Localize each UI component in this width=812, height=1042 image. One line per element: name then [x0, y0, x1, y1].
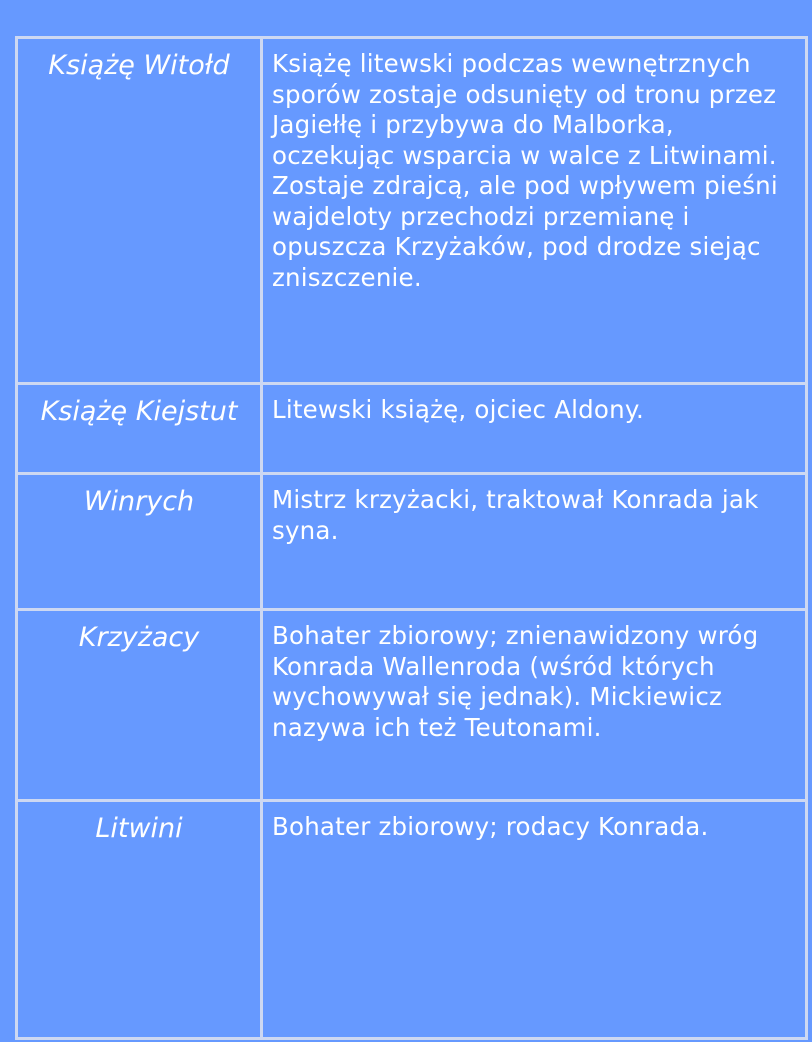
character-name: Książę Kiejstut	[17, 384, 262, 474]
character-description: Bohater zbiorowy; znienawidzony wróg Konrada Wallenroda (wśród których wychowywał się jednak). Mickiewicz nazywa ich też Teutonami.	[262, 610, 807, 801]
character-description: Litewski książę, ojciec Aldony.	[262, 384, 807, 474]
table-row	[17, 384, 807, 474]
table-row	[17, 801, 807, 1039]
characters-table	[15, 36, 808, 1040]
character-name: Krzyżacy	[17, 610, 262, 801]
table-row	[17, 610, 807, 801]
character-name: Litwini	[17, 801, 262, 1039]
character-name: Książę Witołd	[17, 38, 262, 384]
character-name: Winrych	[17, 474, 262, 610]
table-row	[17, 474, 807, 610]
character-description: Bohater zbiorowy; rodacy Konrada.	[262, 801, 807, 1039]
table-row	[17, 38, 807, 384]
character-description: Książę litewski podczas wewnętrznych sporów zostaje odsunięty od tronu przez Jagiełłę i przybywa do Malborka, oczekując wsparcia w walce z Litwinami. Zostaje zdrajcą, ale pod wpływem pieśni wajdeloty przechodzi przemianę i opuszcza Krzyżaków, pod drodze siejąc zniszczenie.	[262, 38, 807, 384]
character-description: Mistrz krzyżacki, traktował Konrada jak syna.	[262, 474, 807, 610]
